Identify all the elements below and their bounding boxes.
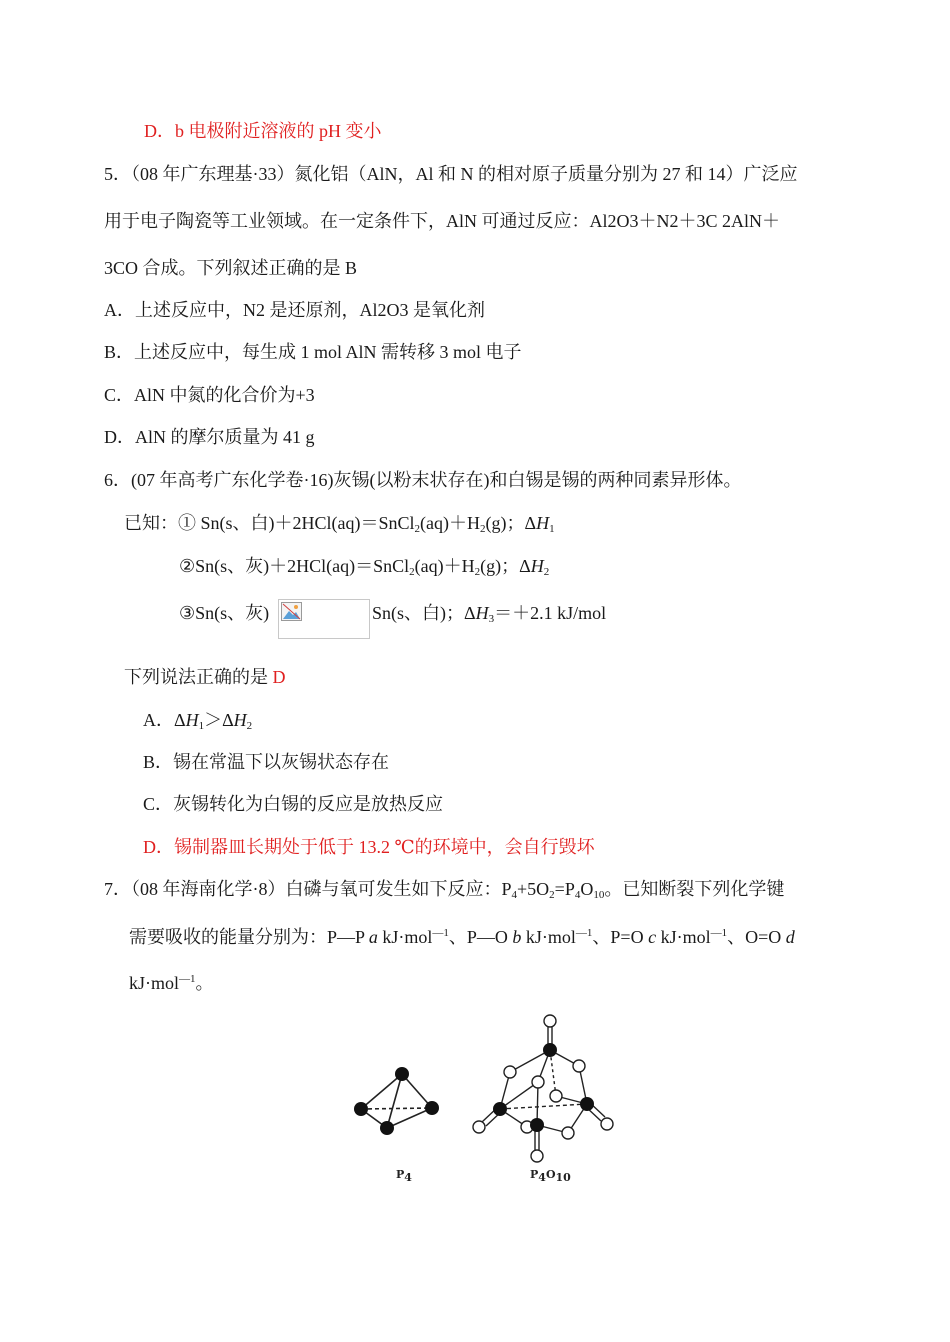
q5-stem-line2: 用于电子陶瓷等工业领域。在一定条件下，AlN 可通过反应：Al2O3＋N2＋3C 2AlN＋ — [104, 211, 780, 231]
q6-equation-2: ②Sn(s、灰)$+2HCl(aq)=SnCl_2(aq)+H_2(g)$；$\Delta H_2$ — [179, 556, 550, 578]
q6-answer: D — [272, 667, 286, 687]
q5-stem-line3: 3CO 合成。下列叙述正确的是 B — [104, 258, 358, 278]
q6-equation-3-left: ③Sn(s、灰) — [179, 603, 270, 623]
q4-option-d: D．b 电极附近溶液的 pH 变小 — [144, 121, 382, 141]
q6-prompt: 下列说法正确的是 D — [124, 667, 286, 687]
q7-stem-line2: 需要吸收的能量分别为：P—P a kJ·mol$^{—1}$、P—O b kJ·mol$^{—1}$、P=O c kJ·mol$^{—1}$、O=O d — [129, 927, 795, 947]
known-prefix: 已知： — [124, 513, 178, 533]
q6-option-b: B．锡在常温下以灰锡状态存在 — [143, 752, 390, 772]
q7-stem-line1: 7．（08 年海南化学·8）白磷与氧可发生如下反应：$P_4+5O_2=P_4O_{10}$。已知断裂下列化学键 — [104, 879, 785, 901]
q6-stem: 6．(07 年高考广东化学卷·16)灰锡(以粉末状存在)和白锡是锡的两种同素异形体。 — [104, 470, 742, 490]
q6-equation-1: 已知：① Sn(s、白)$+2HCl(aq)=SnCl_2(aq)+H_2(g)$；$\Delta H_1$ — [124, 513, 555, 535]
q5-option-a: A．上述反应中，N2 是还原剂，Al2O3 是氧化剂 — [104, 300, 485, 320]
label-p4: $P_4$ — [396, 1168, 412, 1184]
q7-stem-line3: kJ·mol$^{—1}$。 — [129, 973, 214, 993]
q5-option-d: D．AlN 的摩尔质量为 41 g — [104, 427, 315, 447]
q6-option-d: D．锡制器皿长期处于低于 13.2 ℃的环境中，会自行毁坏 — [143, 837, 595, 857]
molecule-diagram — [340, 1010, 630, 1170]
q5-stem-line1: 5．（08 年广东理基·33）氮化铝（AlN，Al 和 N 的相对原子质量分别为 27 和 14）广泛应 — [104, 164, 798, 184]
q5-option-c: C．AlN 中氮的化合价为+3 — [104, 385, 315, 405]
q6-option-c: C．灰锡转化为白锡的反应是放热反应 — [143, 794, 444, 814]
q6-equation-3-right: Sn(s、白)；$\Delta H_3=+2.1$ kJ/mol — [372, 603, 607, 625]
q6-option-a: A．$\Delta H_1>\Delta H_2$ — [143, 710, 253, 732]
p4o10-molecule — [482, 1027, 605, 1150]
molecule-figure — [340, 1010, 630, 1190]
broken-image-icon — [278, 599, 370, 639]
p4-molecule — [361, 1074, 432, 1128]
q5-option-b: B．上述反应中，每生成 1 mol AlN 需转移 3 mol 电子 — [104, 342, 522, 362]
label-p4o10: $P_4O_{10}$ — [530, 1168, 571, 1184]
